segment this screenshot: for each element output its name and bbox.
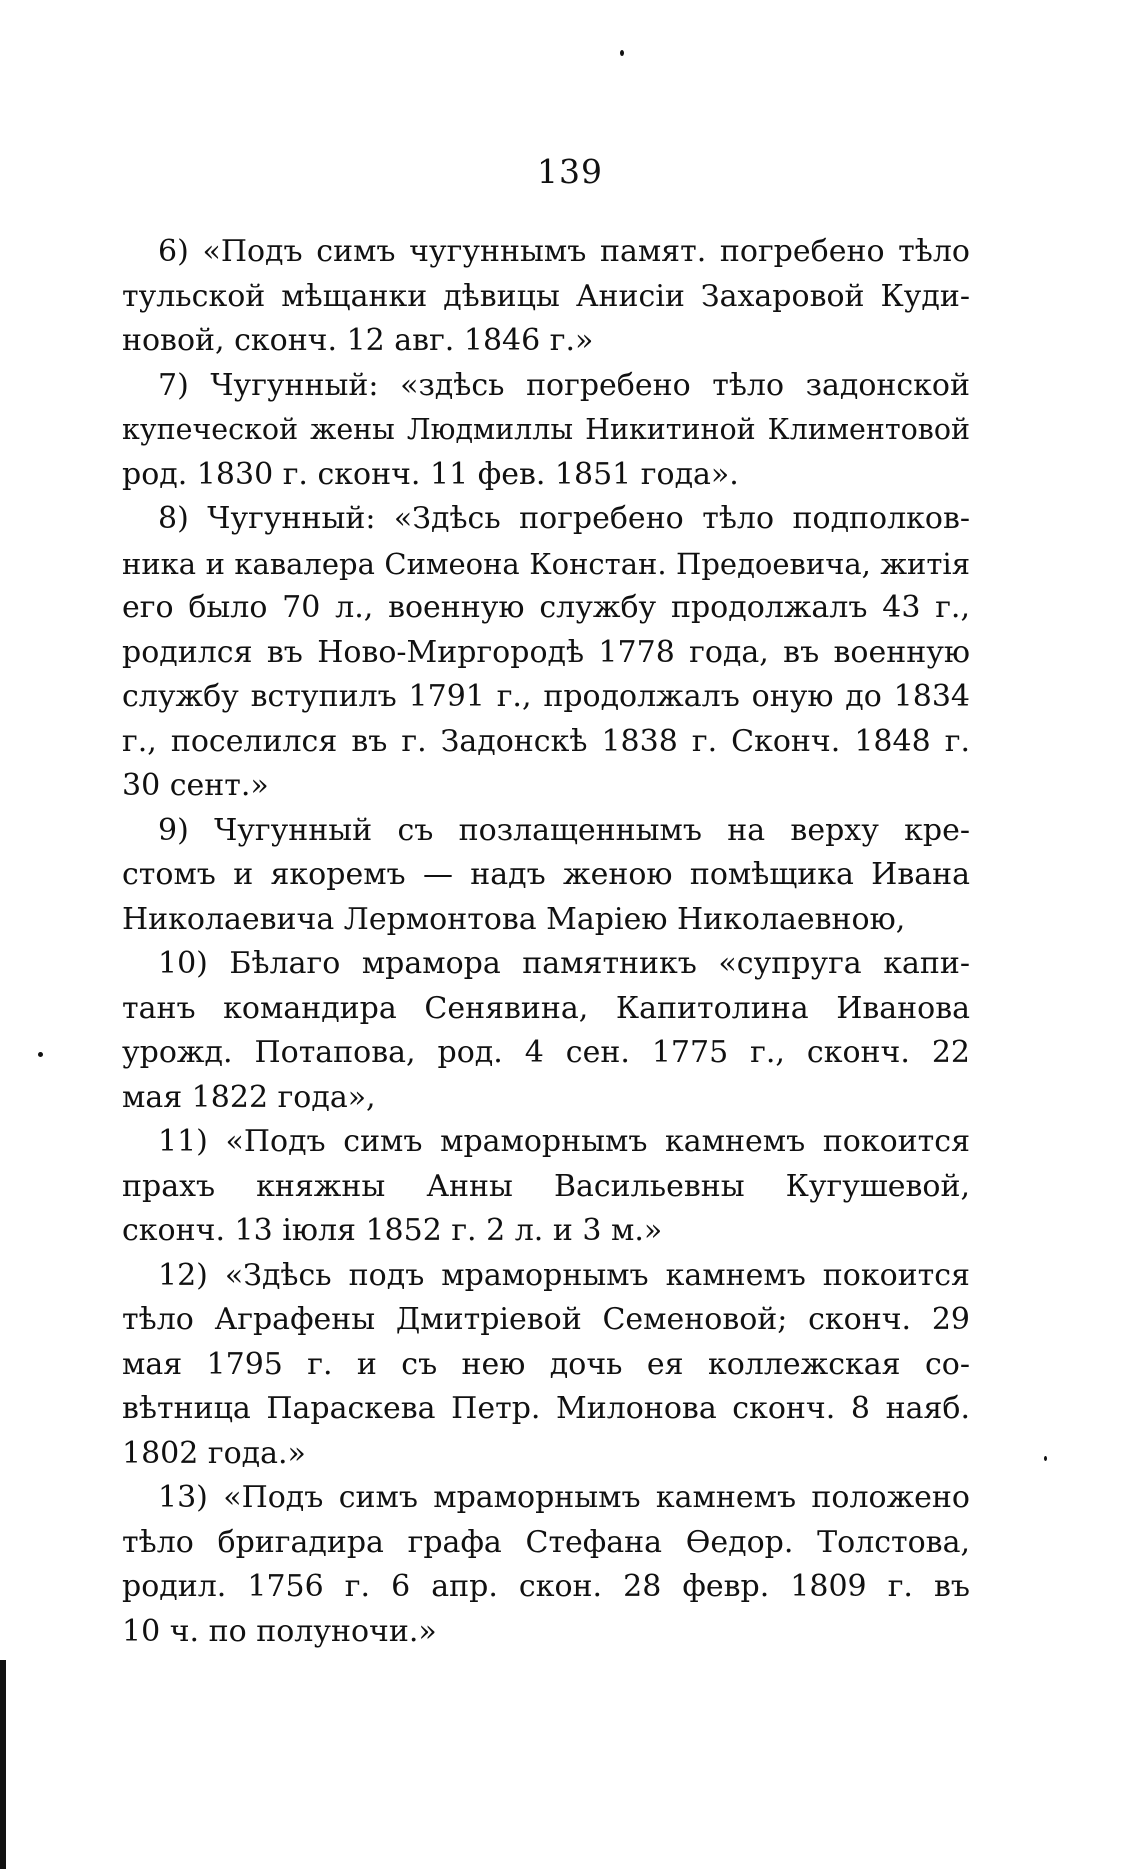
entry-line: урожд. Потапова, род. 4 сен. 1775 г., сконч. 22 [122,1035,970,1070]
entry-line: ника и кавалера Симеона Констан. Предоевича, житiя [122,546,970,581]
scan-speck [620,50,624,56]
entry-line: тѣло Аграфены Дмитрiевой Семеновой; сконч. 29 [122,1302,970,1337]
entry-line: тѣло бригадира графа Стефана Өедор. Толстова, [122,1524,970,1560]
entry-8 [122,497,970,809]
entry-line: танъ командира Сенявина, Капитолина Иванова [122,990,970,1026]
entry-line: 1802 года.» [122,1435,306,1471]
entry-line: род. 1830 г. сконч. 11 фев. 1851 года». [122,456,739,492]
entry-line: 10 ч. по полуночи.» [122,1613,437,1649]
entry-line: купеческой жены Людмиллы Никитиной Климентовой [122,413,970,446]
entry-10 [122,942,970,1120]
entry-line: г., поселился въ г. Задонскѣ 1838 г. Сконч. 1848 г. [122,723,970,759]
entry-line: 7) Чугунный: «здѣсь погребено тѣло задонской [158,367,970,403]
entry-line: Николаевича Лермонтова Марiею Николаевною, [122,901,906,937]
entry-line: стомъ и якоремъ — надъ женою помѣщика Ивана [122,857,970,892]
entry-line: 30 сент.» [122,768,269,803]
entry-line: прахъ княжны Анны Васильевны Кугушевой, [122,1168,970,1204]
entry-line: 11) «Подъ симъ мраморнымъ камнемъ покоится [158,1124,970,1159]
entry-line: 6) «Подъ симъ чугуннымъ памят. погребено тѣло [158,234,970,269]
entry-line: новой, сконч. 12 авг. 1846 г.» [122,323,594,358]
entry-line: вѣтница Параскева Петр. Милонова сконч. 8 наяб. [122,1391,970,1426]
entry-line: родился въ Ново-Миргородѣ 1778 года, въ военную [122,634,970,670]
scan-speck [38,1052,43,1057]
entry-6 [122,230,970,364]
entry-line: 9) Чугунный съ позлащеннымъ на верху кре- [158,812,970,848]
entry-11 [122,1120,970,1254]
entry-line: его было 70 л., военную службу продолжалъ 43 г., [122,590,970,625]
entry-line: мая 1822 года», [122,1079,376,1115]
scan-speck [1044,1456,1047,1461]
inscriptions-list [122,230,970,1654]
entry-line: мая 1795 г. и съ нею дочь ея коллежская со- [122,1346,970,1382]
entry-12 [122,1254,970,1477]
entry-9 [122,809,970,943]
entry-line: 8) Чугунный: «Здѣсь погребено тѣло подполков- [158,501,970,536]
scan-edge-mark [0,1660,6,1869]
entry-13 [122,1476,970,1654]
entry-line: 12) «Здѣсь подъ мраморнымъ камнемъ покоится [158,1257,970,1293]
entry-line: тульской мѣщанки дѣвицы Анисiи Захаровой Куди- [122,278,970,314]
entry-line: 13) «Подъ симъ мраморнымъ камнемъ положено [158,1480,970,1515]
entry-line: сконч. 13 iюля 1852 г. 2 л. и 3 м.» [122,1213,663,1248]
entry-line: 10) Бѣлаго мрамора памятникъ «супруга капи- [158,946,970,981]
entry-line: службу вступилъ 1791 г., продолжалъ оную до 1834 [122,679,970,714]
entry-7 [122,364,970,498]
entry-line: родил. 1756 г. 6 апр. скон. 28 февр. 1809 г. въ [122,1569,970,1604]
page-number: 139 [537,152,603,191]
